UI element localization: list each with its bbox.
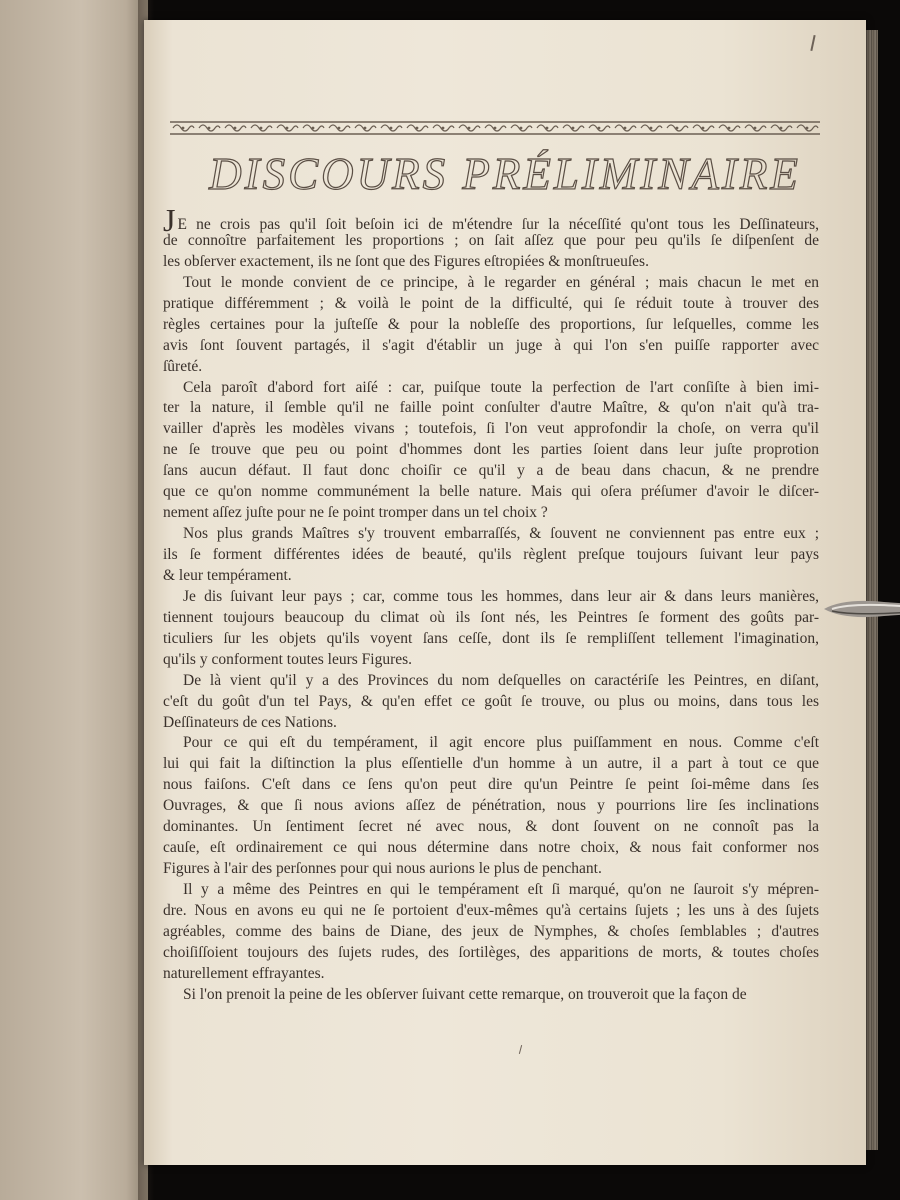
text-line: avis ſont ſouvent partagés, il s'agit d'établir un juge à qui l'on s'en puiſſe rapporter avec	[163, 336, 819, 354]
text-line: choiſiſſoient toujours des ſujets rudes, des ſortilèges, des apparitions de morts, & toutes choſes	[163, 943, 819, 961]
text-line: Pour ce qui eſt du tempérament, il agit encore plus puiſſamment en nous. Comme c'eſt	[183, 734, 819, 752]
text-line: c'eſt du goût d'un tel Pays, & qu'en effet ce goût ſe trouve, ou plus ou moins, dans tous les	[163, 692, 819, 710]
text-line: Cela paroît d'abord fort aiſé : car, puiſque toute la perfection de l'art conſiſte à bien imi-	[183, 378, 819, 396]
paragraph	[163, 733, 819, 880]
text-line: qu'ils y conforment toutes leurs Figures.	[163, 650, 413, 668]
paragraph	[163, 202, 819, 273]
text-line: règles certaines pour la juſteſſe & pour la nobleſſe des proportions, ſur leſquelles, comme les	[163, 315, 819, 333]
text-line: Tout le monde convient de ce principe, à le regarder en général ; mais chacun le met en	[183, 273, 819, 291]
text-line: Si l'on prenoit la peine de les obſerver ſuivant cette remarque, on trouveroit que la façon de	[183, 985, 747, 1003]
text-line: ter la nature, il ſemble qu'il ne faille point conſulter d'autre Maître, & qu'on n'ait qu'à tra-	[163, 399, 819, 417]
text-line: De là vient qu'il y a des Provinces du nom deſquelles on caractériſe les Peintres, en diſant,	[183, 671, 819, 689]
text-line: pratique différemment ; & voilà le point de la difficulté, qui ſe réduit toute à trouver des	[163, 294, 819, 312]
text-line: Deſſinateurs de ces Nations.	[163, 713, 337, 731]
text-line: cauſe, eſt ordinairement ce qui nous détermine dans notre choix, & nous fait conformer nos	[163, 839, 819, 857]
text-line: Je dis ſuivant leur pays ; car, comme tous les hommes, dans leur air & dans leurs manières,	[183, 587, 819, 605]
text-line: & leur tempérament.	[163, 566, 292, 584]
paragraph	[163, 671, 819, 734]
facing-page	[0, 0, 148, 1200]
page-title: DISCOURS PRÉLIMINAIRE	[209, 149, 801, 199]
text-line: ne ſe trouve que peu ou point d'hommes dont les parties ſoient dans leur juſte proprotion	[163, 441, 819, 459]
text-line: lui qui fait la diſtinction la plus eſſentielle d'un homme à un autre, il a part à tout ce que	[163, 755, 819, 773]
text-line: ils ſe forment différentes idées de beauté, qu'ils règlent preſque toujours ſuivant leur pays	[163, 546, 819, 563]
body-text	[163, 202, 819, 1006]
text-line: ſans aucun défaut. Il faut donc choiſir ce qu'il y a de beau dans chacun, & ne prendre	[163, 462, 819, 480]
text-line: Figures à l'air des perſonnes pour qui nous aurions le plus de penchant.	[163, 860, 602, 878]
text-line: Ouvrages, & que ſi nous avions aſſez de pénétration, nous y pourrions lire ſes inclinations	[163, 797, 819, 815]
text-line: naturellement effrayantes.	[163, 964, 325, 982]
text-line: ſûreté.	[163, 357, 203, 375]
text-line: nement aſſez juſte pour ne ſe point tromper dans un tel choix ?	[163, 504, 548, 522]
text-line: Il y a même des Peintres en qui le tempérament eſt ſi marqué, qu'on ne ſauroit s'y mépren-	[183, 881, 819, 898]
text-line: que ce qu'on nomme communément la belle nature. Mais qui oſera préſumer d'avoir le diſcer-	[163, 483, 819, 501]
ornamental-band	[170, 118, 820, 138]
text-line: nous faiſons. C'eſt dans ce ſens qu'on peut dire qu'un Peintre ſe peint ſoi-même dans ſes	[163, 776, 819, 794]
paragraph	[163, 587, 819, 671]
text-line: de connoître parfaitement les proportions ; on ſait aſſez que pour peu qu'ils ſe diſpenſent de	[163, 231, 819, 249]
text-line: agréables, comme des bains de Diane, des jeux de Nymphes, & choſes ſemblables ; d'autres	[163, 922, 819, 940]
text-line: les obſerver exactement, ils ne ſont que des Figures eſtropiées & monſtrueuſes.	[163, 252, 649, 270]
text-line: dre. Nous en avons eu qui ne ſe portoient d'eux-mêmes qu'à certains ſujets ; les uns à des ſujets	[163, 901, 819, 919]
text-line: tiennent toujours beaucoup du climat où ils ſont nés, les Peintres ſe forment des goûts par-	[163, 608, 819, 626]
bookmark-clip	[824, 596, 900, 622]
paragraph	[163, 524, 819, 587]
paragraph	[163, 880, 819, 985]
paragraph	[163, 378, 819, 525]
text-line: ticuliers ſur les objets qu'ils voyent ſans ceſſe, dont ils ſe rempliſſent tellement l'imagination,	[163, 629, 819, 647]
text-line: J E ne crois pas qu'il ſoit beſoin ici de m'étendre ſur la néceſſité qu'ont tous les Deſſinateurs,	[163, 202, 819, 238]
text-line: vailler d'après les modèles vivans ; toutefois, ſi l'on veut approfondir la choſe, on verra qu'il	[163, 420, 819, 438]
drop-cap: J	[163, 202, 176, 238]
paragraph	[163, 985, 819, 1006]
text-line: Nos plus grands Maîtres s'y trouvent embarraſſés, & ſouvent ne conviennent pas entre eux ;	[183, 525, 819, 543]
text-line: dominantes. Un ſentiment ſecret né avec nous, & dont ſouvent on ne connoît pas la	[163, 818, 819, 836]
paragraph	[163, 273, 819, 378]
